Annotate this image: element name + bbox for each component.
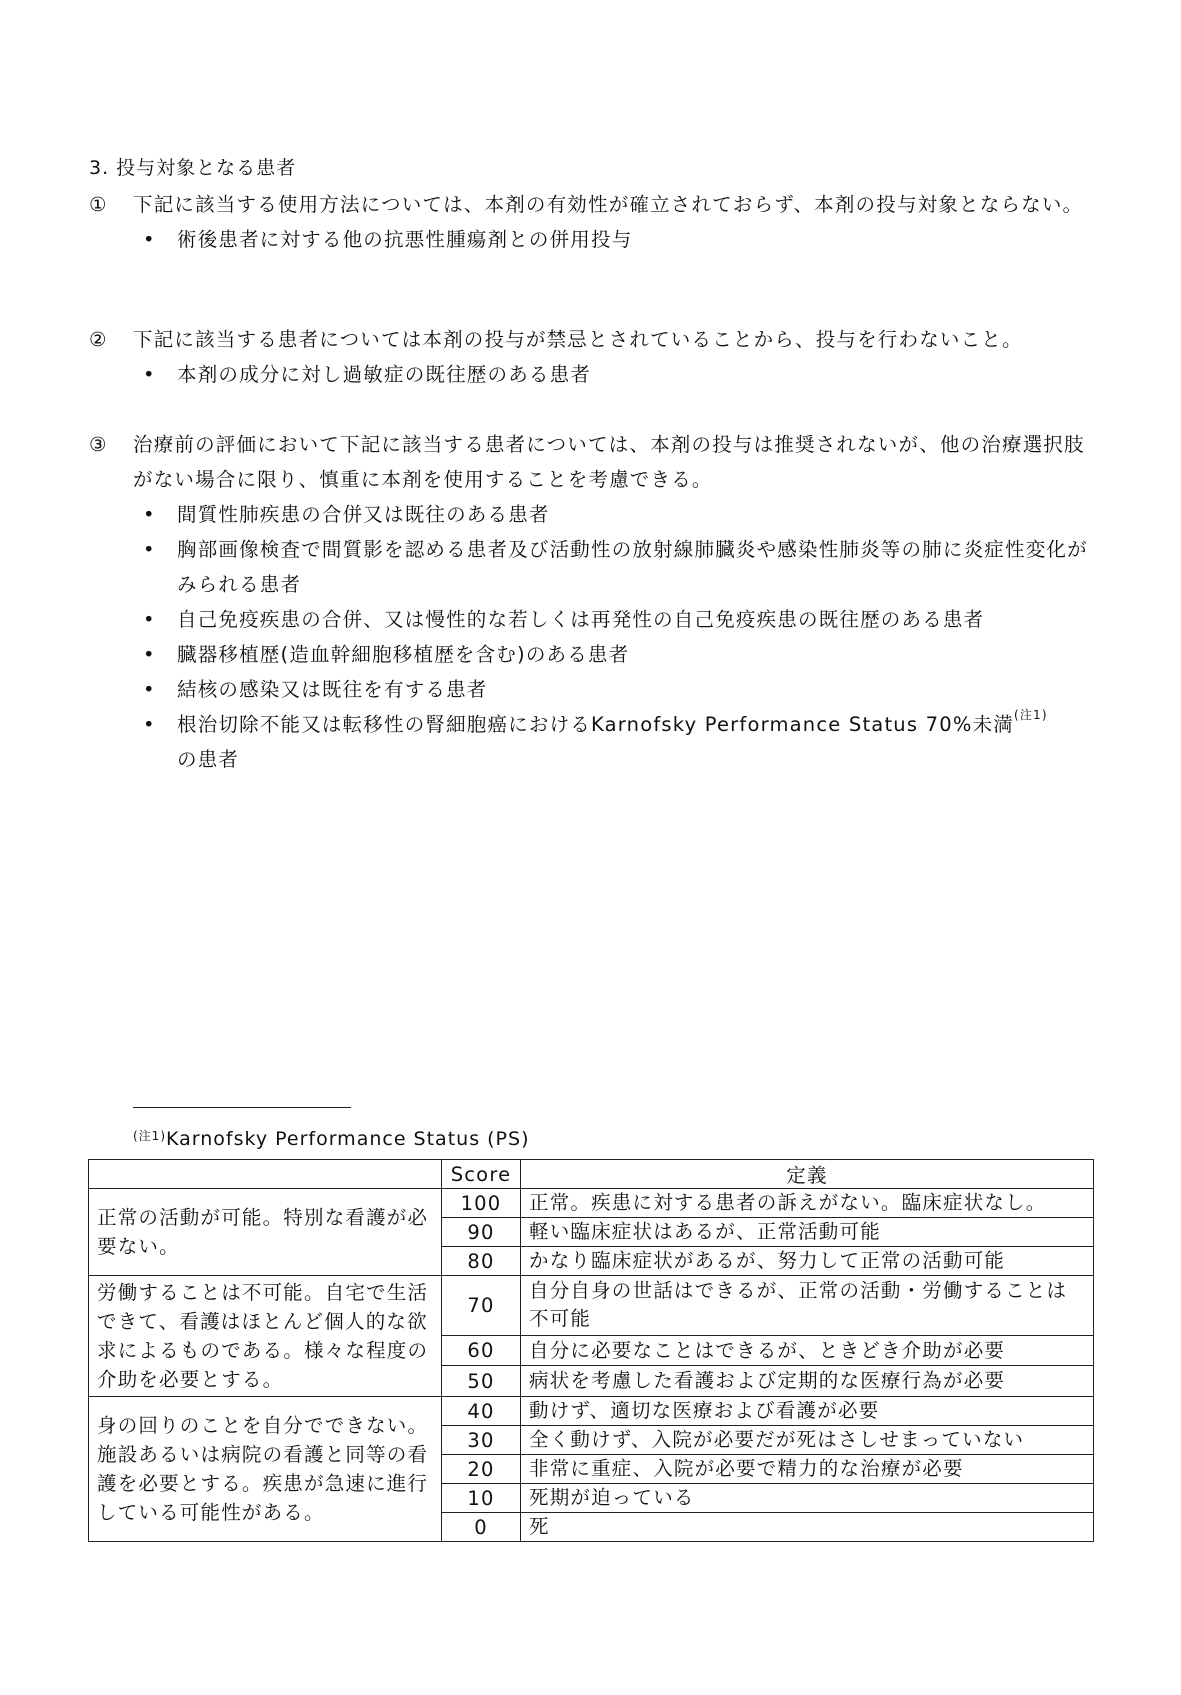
bullet-icon: • (143, 228, 156, 251)
header-score: Score (442, 1160, 521, 1189)
score-cell: 20 (442, 1455, 521, 1484)
bullet-item: • 結核の感染又は既往を有する患者 (133, 672, 1099, 707)
definition-cell: 自分自身の世話はできるが、正常の活動・労働することは不可能 (521, 1276, 1094, 1336)
bullet-icon: • (143, 608, 156, 631)
header-category (89, 1160, 442, 1189)
score-cell: 60 (442, 1335, 521, 1366)
bullet-item: • 胸部画像検査で間質影を認める患者及び活動性の放射線肺臓炎や感染性肺炎等の肺に炎症性変化がみられる患者 (133, 532, 1099, 602)
bullet-item: • 臓器移植歴(造血幹細胞移植歴を含む)のある患者 (133, 637, 1099, 672)
definition-cell: 自分に必要なことはできるが、ときどき介助が必要 (521, 1335, 1094, 1366)
paragraph-3-bullets (133, 497, 1099, 777)
bullet-item: • 根治切除不能又は転移性の腎細胞癌におけるKarnofsky Performance Status 70%未満$^{(注1)}$ の患者 (143, 708, 1048, 771)
definition-cell: 死期が迫っている (521, 1484, 1094, 1513)
score-cell: 70 (442, 1276, 521, 1336)
table-row (89, 1397, 1094, 1426)
bullet-icon: • (143, 678, 156, 701)
definition-cell: 非常に重症、入院が必要で精力的な治療が必要 (521, 1455, 1094, 1484)
paragraph-1-bullets (133, 222, 1099, 257)
header-definition: 定義 (521, 1160, 1094, 1189)
paragraph-2-bullets (133, 357, 1099, 392)
category-cell: 身の回りのことを自分でできない。施設あるいは病院の看護と同等の看護を必要とする。疾患が急速に進行している可能性がある。 (89, 1397, 442, 1542)
bullet-item: • 本剤の成分に対し過敏症の既往歴のある患者 (133, 357, 1099, 392)
table-row (89, 1276, 1094, 1336)
score-cell: 10 (442, 1484, 521, 1513)
footnote-separator (133, 1107, 351, 1108)
bullet-icon: • (143, 538, 156, 561)
bullet-icon: • (143, 363, 156, 386)
bullet-icon: • (143, 713, 156, 736)
bullet-icon: • (143, 503, 156, 526)
paragraph-2-text: 下記に該当する患者については本剤の投与が禁忌とされていることから、投与を行わないこと。 (133, 328, 1023, 351)
footnote-title: $^{(注1)}$Karnofsky Performance Status (PS) (133, 1128, 530, 1150)
category-cell: 労働することは不可能。自宅で生活できて、看護はほとんど個人的な欲求によるものである。様々な程度の介助を必要とする。 (89, 1276, 442, 1397)
paragraph-3-text: 治療前の評価において下記に該当する患者については、本剤の投与は推奨されないが、他の治療選択肢がない場合に限り、慎重に本剤を使用することを考慮できる。 (133, 433, 1085, 491)
score-cell: 30 (442, 1426, 521, 1455)
definition-cell: 全く動けず、入院が必要だが死はさしせまっていない (521, 1426, 1094, 1455)
paragraph-3 (89, 427, 1099, 777)
score-cell: 90 (442, 1218, 521, 1247)
footnote-mark: (注1) (133, 1129, 166, 1143)
footnote-reference: (注1) (1013, 708, 1048, 722)
category-cell: 正常の活動が可能。特別な看護が必要ない。 (89, 1189, 442, 1276)
table-row (89, 1189, 1094, 1218)
definition-cell: 死 (521, 1513, 1094, 1542)
paragraph-3-number: ③ (89, 433, 108, 456)
paragraph-1 (89, 187, 1099, 257)
definition-cell: 軽い臨床症状はあるが、正常活動可能 (521, 1218, 1094, 1247)
definition-cell: かなり臨床症状があるが、努力して正常の活動可能 (521, 1247, 1094, 1276)
bullet-icon: • (143, 643, 156, 666)
score-cell: 0 (442, 1513, 521, 1542)
definition-cell: 動けず、適切な医療および看護が必要 (521, 1397, 1094, 1426)
score-cell: 50 (442, 1366, 521, 1397)
paragraph-2-number: ② (89, 328, 108, 351)
paragraph-1-text: 下記に該当する使用方法については、本剤の有効性が確立されておらず、本剤の投与対象とならない。 (133, 193, 1084, 216)
score-cell: 40 (442, 1397, 521, 1426)
definition-cell: 正常。疾患に対する患者の訴えがない。臨床症状なし。 (521, 1189, 1094, 1218)
score-cell: 100 (442, 1189, 521, 1218)
bullet-item: • 自己免疫疾患の合併、又は慢性的な若しくは再発性の自己免疫疾患の既往歴のある患者 (133, 602, 1099, 637)
score-cell: 80 (442, 1247, 521, 1276)
bullet-item: • 術後患者に対する他の抗悪性腫瘍剤との併用投与 (133, 222, 1099, 257)
bullet-item: • 間質性肺疾患の合併又は既往のある患者 (133, 497, 1099, 532)
definition-cell: 病状を考慮した看護および定期的な医療行為が必要 (521, 1366, 1094, 1397)
paragraph-1-number: ① (89, 193, 108, 216)
paragraph-2 (89, 322, 1099, 392)
karnofsky-table (88, 1159, 1094, 1542)
table-header-row (89, 1160, 1094, 1189)
section-heading: 3. 投与対象となる患者 (89, 157, 297, 179)
